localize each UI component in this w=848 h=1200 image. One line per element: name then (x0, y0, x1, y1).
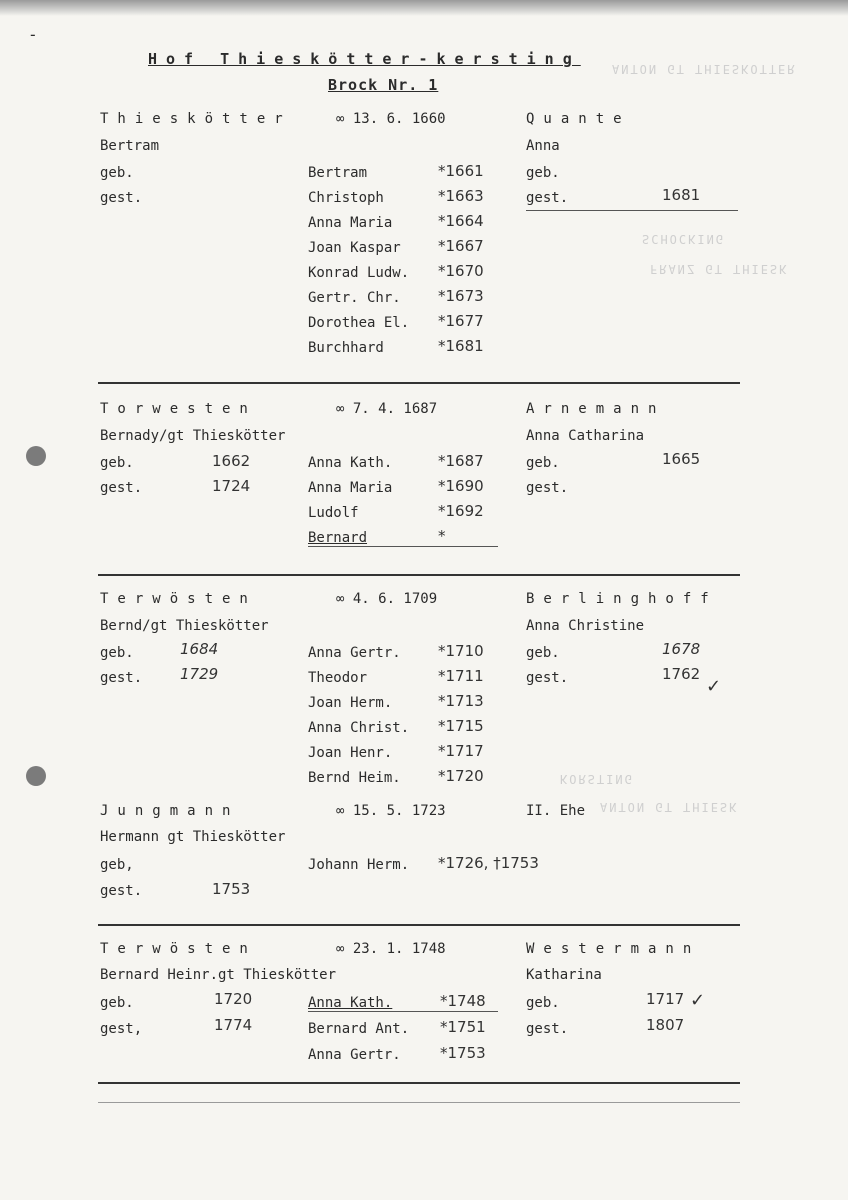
child-birth: *1661 (438, 162, 484, 180)
child-name: Theodor (308, 670, 368, 686)
section-divider (98, 574, 740, 576)
child-birth: *1717 (438, 742, 484, 760)
wife-name: Anna Catharina (526, 428, 645, 444)
child-birth: *1677 (438, 312, 484, 330)
child-birth: *1664 (438, 212, 484, 230)
child-birth: *1681 (438, 337, 484, 355)
bleed-through: ANTON GT THIESKOTTER (612, 62, 797, 76)
husband-born-label: geb. (100, 165, 134, 181)
husband-name: Hermann gt Thieskötter (100, 829, 286, 845)
child-birth: *1715 (438, 717, 484, 735)
child-birth: *1667 (438, 237, 484, 255)
divider-short (526, 210, 738, 211)
husband-died-label: gest. (100, 670, 143, 686)
husband-surname: Jungmann (100, 803, 240, 819)
child-birth: *1726, †1753 (438, 854, 539, 872)
husband-born-label: geb, (100, 857, 134, 873)
underline (308, 1011, 498, 1012)
child-birth: * (438, 527, 446, 545)
wife-born-year: 1678 (662, 640, 701, 658)
child-birth: *1663 (438, 187, 484, 205)
marriage-note: II. Ehe (526, 803, 586, 819)
husband-died-label: gest. (100, 883, 143, 899)
marriage-date: ∞ 4. 6. 1709 (336, 591, 438, 607)
wife-born-year: 1665 (662, 450, 701, 468)
child-birth: *1687 (438, 452, 484, 470)
husband-died-label: gest. (100, 480, 143, 496)
bleed-through: KORSTING (560, 772, 634, 786)
husband-born-label: geb. (100, 645, 134, 661)
child-name: Anna Gertr. (308, 1047, 401, 1063)
child-birth: *1692 (438, 502, 484, 520)
husband-died-label: gest. (100, 190, 143, 206)
child-birth: *1690 (438, 477, 484, 495)
punch-hole-lower (26, 766, 46, 786)
wife-born-year: 1717 (646, 990, 685, 1008)
child-name: Burchhard (308, 340, 384, 356)
bleed-through: ANTON GT THIESK (600, 800, 739, 814)
wife-died-year: 1807 (646, 1016, 685, 1034)
marriage-date: ∞ 15. 5. 1723 (336, 803, 446, 819)
wife-died-year: 1762 (662, 665, 701, 683)
husband-name: Bernard Heinr.gt Thieskötter (100, 967, 337, 983)
child-name: Ludolf (308, 505, 359, 521)
punch-hole-upper (26, 446, 46, 466)
child-name: Joan Henr. (308, 745, 393, 761)
husband-died-year: 1753 (212, 880, 251, 898)
wife-born-label: geb. (526, 645, 560, 661)
wife-surname: Quante (526, 111, 631, 127)
child-birth: *1710 (438, 642, 484, 660)
child-name: Joan Kaspar (308, 240, 401, 256)
child-name: Anna Maria (308, 215, 393, 231)
husband-surname: Thieskötter (100, 111, 292, 127)
child-name: Konrad Ludw. (308, 265, 410, 281)
wife-died-label: gest. (526, 190, 569, 206)
husband-died-year: 1724 (212, 477, 251, 495)
husband-name: Bertram (100, 138, 160, 154)
wife-surname: Arnemann (526, 401, 666, 417)
husband-surname: Terwösten (100, 941, 257, 957)
scan-edge (0, 0, 848, 16)
section-divider (98, 924, 740, 926)
marriage-date: ∞ 23. 1. 1748 (336, 941, 446, 957)
husband-surname: Terwösten (100, 591, 257, 607)
wife-surname: Westermann (526, 941, 701, 957)
child-birth: *1673 (438, 287, 484, 305)
marriage-date: ∞ 7. 4. 1687 (336, 401, 438, 417)
section-divider-faint (98, 1102, 740, 1103)
bleed-through: FRANZ GT THIESK (650, 262, 789, 276)
underline (308, 546, 498, 547)
child-birth: *1748 (440, 992, 486, 1010)
child-birth: *1751 (440, 1018, 486, 1036)
child-name: Bernd Heim. (308, 770, 401, 786)
child-name: Anna Maria (308, 480, 393, 496)
child-name: Christoph (308, 190, 384, 206)
husband-died-year: 1729 (180, 665, 219, 683)
child-name: Dorothea El. (308, 315, 410, 331)
wife-died-label: gest. (526, 480, 569, 496)
wife-born-label: geb. (526, 455, 560, 471)
wife-died-year: 1681 (662, 186, 701, 204)
child-name: Anna Kath. (308, 995, 393, 1011)
husband-surname: Torwesten (100, 401, 257, 417)
wife-name: Anna (526, 138, 560, 154)
child-name: Bernard (308, 530, 368, 546)
husband-name: Bernady/gt Thieskötter (100, 428, 286, 444)
check-mark: ✓ (706, 676, 722, 697)
page-subtitle: Brock Nr. 1 (328, 76, 439, 94)
child-birth: *1713 (438, 692, 484, 710)
section-divider (98, 1082, 740, 1084)
husband-died-label: gest, (100, 1021, 143, 1037)
child-name: Anna Kath. (308, 455, 393, 471)
child-birth: *1720 (438, 767, 484, 785)
husband-born-label: geb. (100, 455, 134, 471)
margin-mark: - (28, 25, 38, 44)
husband-died-year: 1774 (214, 1016, 253, 1034)
wife-born-label: geb. (526, 995, 560, 1011)
child-name: Anna Christ. (308, 720, 410, 736)
bleed-through: SCHOCKING (642, 232, 726, 246)
wife-name: Anna Christine (526, 618, 645, 634)
child-birth: *1711 (438, 667, 484, 685)
husband-born-label: geb. (100, 995, 134, 1011)
child-name: Bernard Ant. (308, 1021, 410, 1037)
child-name: Joan Herm. (308, 695, 393, 711)
child-birth: *1670 (438, 262, 484, 280)
husband-born-year: 1684 (180, 640, 219, 658)
page-title: Hof Thieskötter-kersting (148, 50, 581, 68)
wife-name: Katharina (526, 967, 602, 983)
husband-name: Bernd/gt Thieskötter (100, 618, 269, 634)
child-birth: *1753 (440, 1044, 486, 1062)
wife-died-label: gest. (526, 670, 569, 686)
wife-died-label: gest. (526, 1021, 569, 1037)
child-name: Gertr. Chr. (308, 290, 401, 306)
marriage-date: ∞ 13. 6. 1660 (336, 111, 446, 127)
husband-born-year: 1720 (214, 990, 253, 1008)
husband-born-year: 1662 (212, 452, 251, 470)
child-name: Bertram (308, 165, 368, 181)
section-divider (98, 382, 740, 384)
child-name: Anna Gertr. (308, 645, 401, 661)
wife-surname: Berlinghoff (526, 591, 718, 607)
wife-born-label: geb. (526, 165, 560, 181)
child-name: Johann Herm. (308, 857, 410, 873)
check-mark: ✓ (690, 990, 706, 1011)
